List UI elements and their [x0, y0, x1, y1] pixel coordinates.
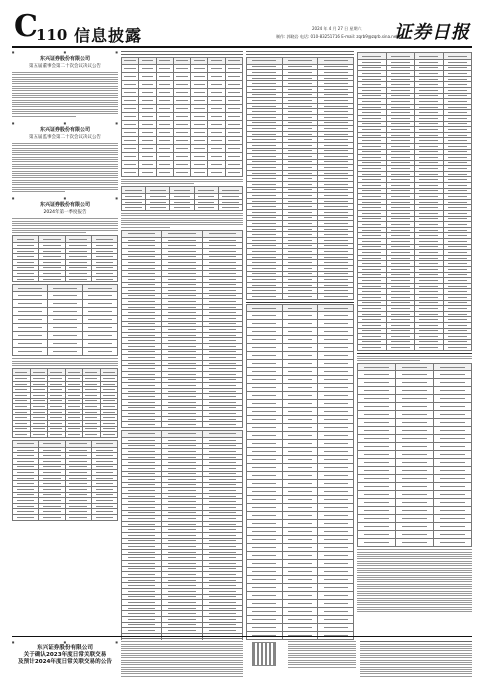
- notice-body: [121, 51, 243, 54]
- notice-title: 东兴证券股份有限公司: [39, 202, 90, 209]
- column-d: [357, 50, 472, 640]
- financial-table: [357, 52, 472, 351]
- financial-table: [121, 430, 243, 640]
- section-divider: [246, 302, 354, 303]
- editor-contact: 制作: 郭晓岩 电话: 010-83251716 E-mail: zqrb9@zqrb.sina.net: [276, 34, 398, 39]
- financial-table: [12, 235, 118, 282]
- newspaper-logo: 证券日报: [394, 22, 470, 43]
- column-a: [12, 50, 118, 640]
- notice-subtitle: 第五届监事会第二十次会议决议公告: [29, 134, 101, 140]
- financial-table: [12, 440, 118, 521]
- notice-body: [121, 179, 243, 185]
- bottom-notice-body: [121, 640, 243, 688]
- notice-body: [357, 549, 472, 612]
- financial-table: [357, 363, 472, 547]
- notice-body: [12, 143, 118, 192]
- financial-table: [246, 57, 354, 300]
- issue-date: 2024 年 4 月 27 日 星期六: [312, 26, 362, 31]
- section-letter: C: [14, 9, 38, 44]
- page-number: 110: [36, 26, 68, 44]
- notice-meta-row: ■ ■ ■: [12, 51, 118, 54]
- masthead: [12, 9, 472, 46]
- bottom-notice-band: [12, 636, 472, 689]
- qr-code-block: [246, 640, 284, 688]
- financial-table: [246, 304, 354, 640]
- section-name: 信息披露: [74, 26, 143, 45]
- qr-code-icon: [252, 642, 276, 666]
- column-b: [121, 50, 243, 640]
- financial-table: [121, 230, 243, 428]
- notice-body: [121, 213, 243, 228]
- notice-subtitle: 第五届董事会第二十次会议决议公告: [29, 64, 101, 69]
- notice-meta-row: ■ ■ ■: [12, 641, 118, 644]
- financial-table: [121, 57, 243, 177]
- bottom-notice-title: 关于确认2023年度日常关联交易: [23, 652, 107, 658]
- notice-body: [12, 358, 118, 366]
- bottom-notice-title: 及预计2024年度日常关联交易的公告: [18, 659, 112, 665]
- bottom-notice-title: 东兴证券股份有限公司: [37, 645, 93, 651]
- financial-table: [12, 368, 118, 438]
- notice-title: 东兴证券股份有限公司: [39, 56, 90, 62]
- notice-body: [12, 218, 118, 233]
- notice-body: [246, 51, 354, 54]
- section-divider: [357, 353, 472, 354]
- notice-body: [12, 72, 118, 117]
- bottom-notice-header: [12, 640, 118, 688]
- masthead-rule: [12, 46, 472, 48]
- bottom-notice-body: [360, 640, 472, 688]
- financial-table: [121, 186, 243, 211]
- notice-title: 东兴证券股份有限公司: [39, 126, 90, 133]
- financial-table: [12, 284, 118, 356]
- column-c: [246, 50, 354, 640]
- notice-subtitle: 2024年第一季度报告: [43, 210, 87, 216]
- notice-body: [357, 356, 472, 362]
- bottom-notice-body: [288, 640, 356, 688]
- notice-meta-row: ■ ■ ■: [12, 121, 118, 125]
- notice-meta-row: ■ ■ ■: [12, 197, 118, 201]
